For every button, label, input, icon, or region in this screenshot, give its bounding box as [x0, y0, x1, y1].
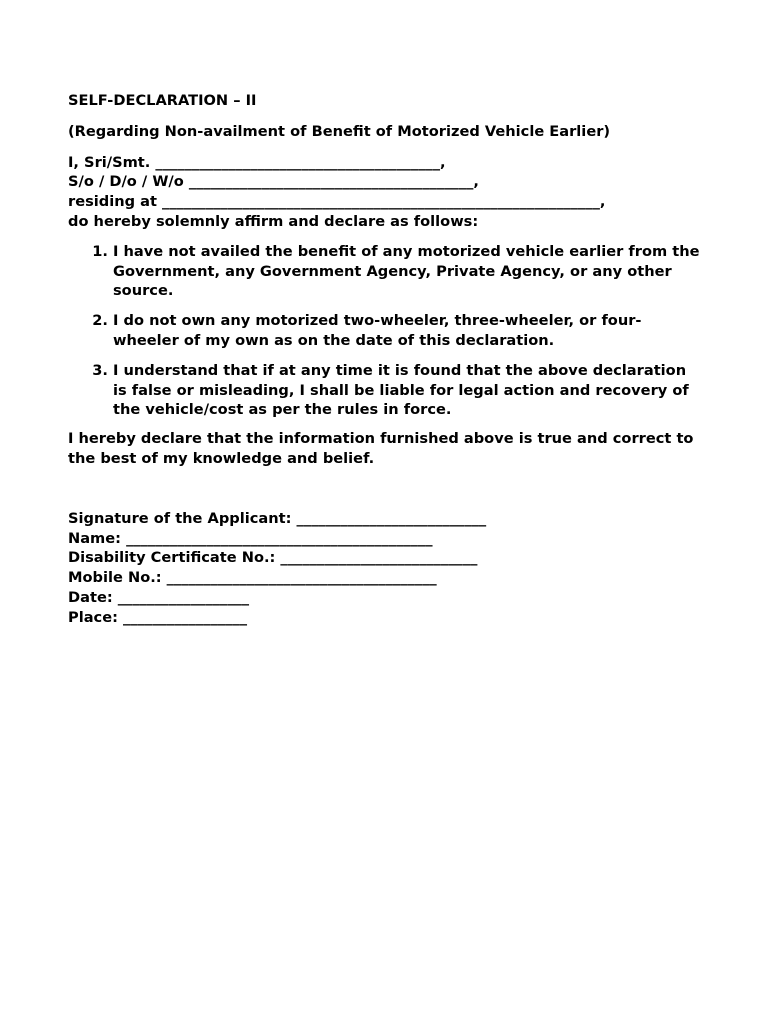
declaration-list: [68, 242, 704, 420]
place-field: Place: _________________: [68, 608, 248, 626]
declaration-item: 3. I understand that if at any time it is found that the above declaration is false or misleading, I shall be liable for legal action and recovery of the vehicle/cost as per the rules in force.: [113, 361, 704, 420]
address-line: residing at ____________________________________________________________,: [68, 193, 606, 211]
affirm-line: do hereby solemnly affirm and declare as follows:: [68, 212, 479, 230]
certificate-field: Disability Certificate No.: ___________________________: [68, 549, 478, 567]
signature-field: Signature of the Applicant: __________________________: [68, 509, 487, 527]
document-subtitle: (Regarding Non-availment of Benefit of Motorized Vehicle Earlier): [68, 122, 611, 140]
mobile-field: Mobile No.: _____________________________________: [68, 569, 437, 587]
date-field: Date: __________________: [68, 588, 250, 606]
declaration-item: 1. I have not availed the benefit of any motorized vehicle earlier from the Government, any Government Agency, Private Agency, or any other source.: [113, 242, 704, 301]
intro-block: [68, 153, 704, 232]
name-line: I, Sri/Smt. _______________________________________,: [68, 153, 446, 171]
document-title: SELF-DECLARATION – II: [68, 92, 257, 109]
relation-line: S/o / D/o / W/o _______________________________________,: [68, 173, 479, 191]
signature-block: [68, 509, 704, 628]
declaration-item: 2. I do not own any motorized two-wheeler, three-wheeler, or four-wheeler of my own as on the date of this declaration.: [113, 311, 704, 351]
name-field: Name: __________________________________________: [68, 529, 433, 547]
closing-statement: I hereby declare that the information furnished above is true and correct to the best of my knowledge and belief.: [68, 430, 694, 467]
declaration-content: [68, 91, 704, 628]
